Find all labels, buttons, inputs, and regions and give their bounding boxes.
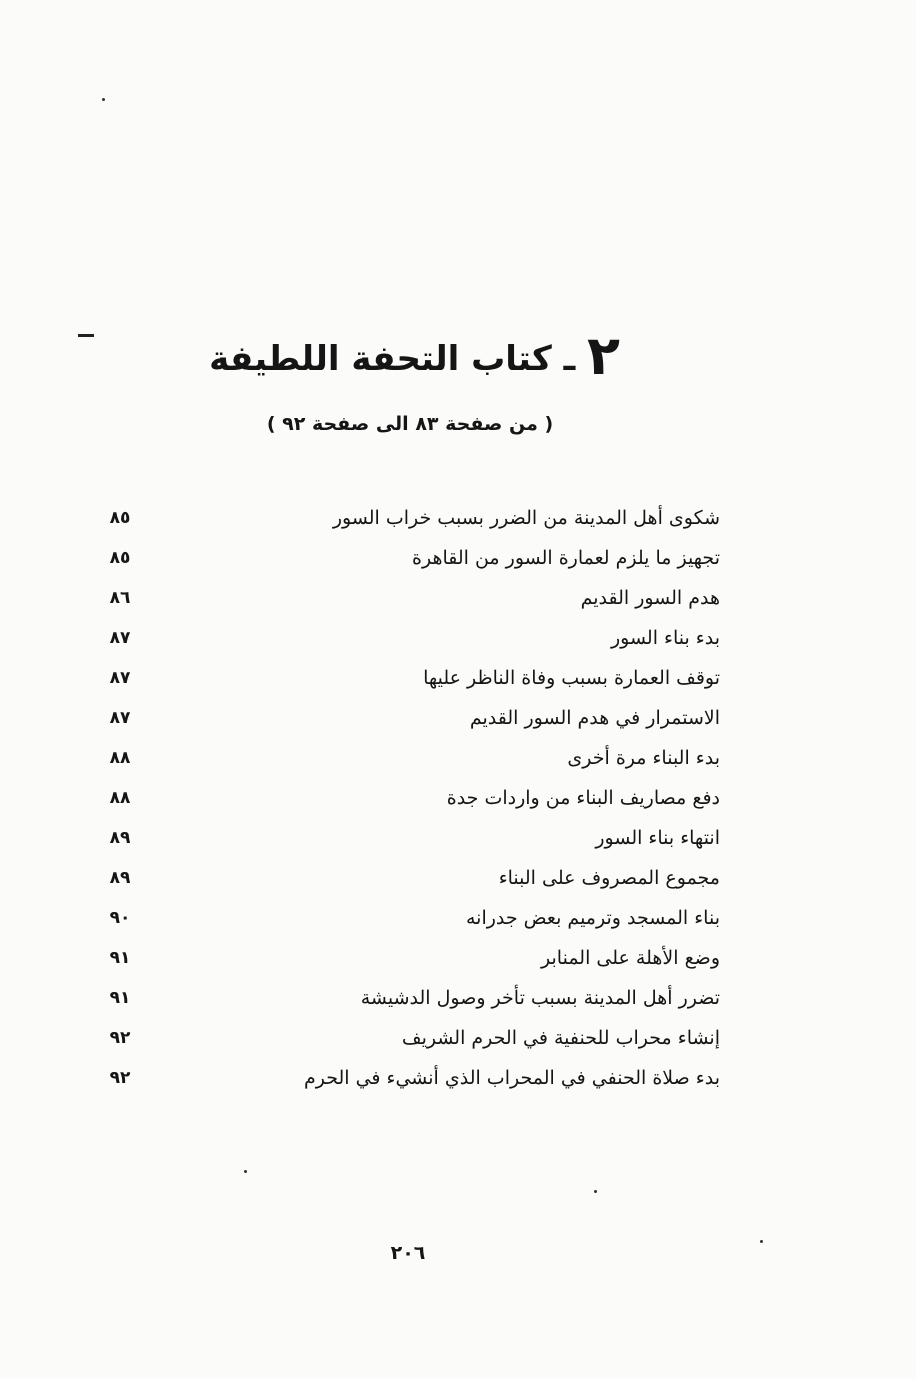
toc-entry-title: بناء المسجد وترميم بعض جدرانه xyxy=(465,907,720,929)
scan-speck xyxy=(102,98,105,101)
toc-entry xyxy=(100,978,720,1018)
chapter-heading xyxy=(180,326,620,389)
page-number: ٢٠٦ xyxy=(390,1242,426,1264)
toc-entry xyxy=(100,778,720,818)
heading-separator: ـ xyxy=(563,339,576,379)
toc-entry-page: ٨٩ xyxy=(109,828,131,848)
toc-entry-title: توقف العمارة بسبب وفاة الناظر عليها xyxy=(423,667,720,689)
page-range: ( من صفحة ٨٣ الى صفحة ٩٢ ) xyxy=(266,413,554,435)
toc-entry-page: ٨٦ xyxy=(109,588,131,608)
scan-speck xyxy=(244,1170,247,1173)
toc-entry-title: شكوى أهل المدينة من الضرر بسبب خراب السور xyxy=(332,507,720,529)
toc-entry xyxy=(100,818,720,858)
toc-entry-page: ٨٩ xyxy=(109,868,131,888)
toc-entry-title: بدء البناء مرة أخرى xyxy=(567,747,720,769)
toc-entry xyxy=(100,618,720,658)
toc-entry-page: ٩٠ xyxy=(109,908,131,928)
toc-entry xyxy=(100,1018,720,1058)
toc-entry-title: هدم السور القديم xyxy=(580,587,720,609)
toc-entry-page: ٨٥ xyxy=(109,508,131,528)
toc-entry-title: تجهيز ما يلزم لعمارة السور من القاهرة xyxy=(412,547,720,569)
toc-entry xyxy=(100,578,720,618)
toc-entry-page: ٨٧ xyxy=(109,668,131,688)
scan-speck xyxy=(594,1190,597,1193)
toc-entry-title: مجموع المصروف على البناء xyxy=(498,867,720,889)
toc-entry-title: انتهاء بناء السور xyxy=(595,827,720,849)
toc-entry-title: بدء بناء السور xyxy=(610,627,720,649)
chapter-number: ٢ xyxy=(587,324,620,387)
toc-entry-title: إنشاء محراب للحنفية في الحرم الشريف xyxy=(401,1027,720,1049)
toc-entry-page: ٩١ xyxy=(109,988,131,1008)
toc-entry-page: ٩٢ xyxy=(109,1028,131,1048)
toc-entry-page: ٨٧ xyxy=(109,708,131,728)
toc-entry-title: تضرر أهل المدينة بسبب تأخر وصول الدشيشة xyxy=(360,987,720,1009)
toc-entry-page: ٩٢ xyxy=(109,1068,131,1088)
toc-entry-page: ٨٨ xyxy=(109,788,131,808)
toc-entry xyxy=(100,738,720,778)
toc-entry-title: دفع مصاريف البناء من واردات جدة xyxy=(446,787,720,809)
toc-entry xyxy=(100,858,720,898)
table-of-contents xyxy=(100,498,720,1098)
toc-entry-page: ٨٨ xyxy=(109,748,131,768)
toc-entry xyxy=(100,698,720,738)
toc-entry xyxy=(100,938,720,978)
toc-entry-page: ٨٥ xyxy=(109,548,131,568)
toc-entry xyxy=(100,498,720,538)
margin-dash-mark xyxy=(78,334,94,337)
toc-entry-title: بدء صلاة الحنفي في المحراب الذي أنشيء في الحرم xyxy=(303,1067,720,1089)
toc-entry-page: ٩١ xyxy=(109,948,131,968)
toc-entry xyxy=(100,1058,720,1098)
toc-entry xyxy=(100,898,720,938)
chapter-title: كتاب التحفة اللطيفة xyxy=(209,339,552,379)
toc-entry-title: الاستمرار في هدم السور القديم xyxy=(469,707,720,729)
toc-entry-page: ٨٧ xyxy=(109,628,131,648)
toc-entry-title: وضع الأهلة على المنابر xyxy=(541,947,720,969)
toc-entry xyxy=(100,538,720,578)
scan-speck xyxy=(760,1240,763,1243)
toc-entry xyxy=(100,658,720,698)
